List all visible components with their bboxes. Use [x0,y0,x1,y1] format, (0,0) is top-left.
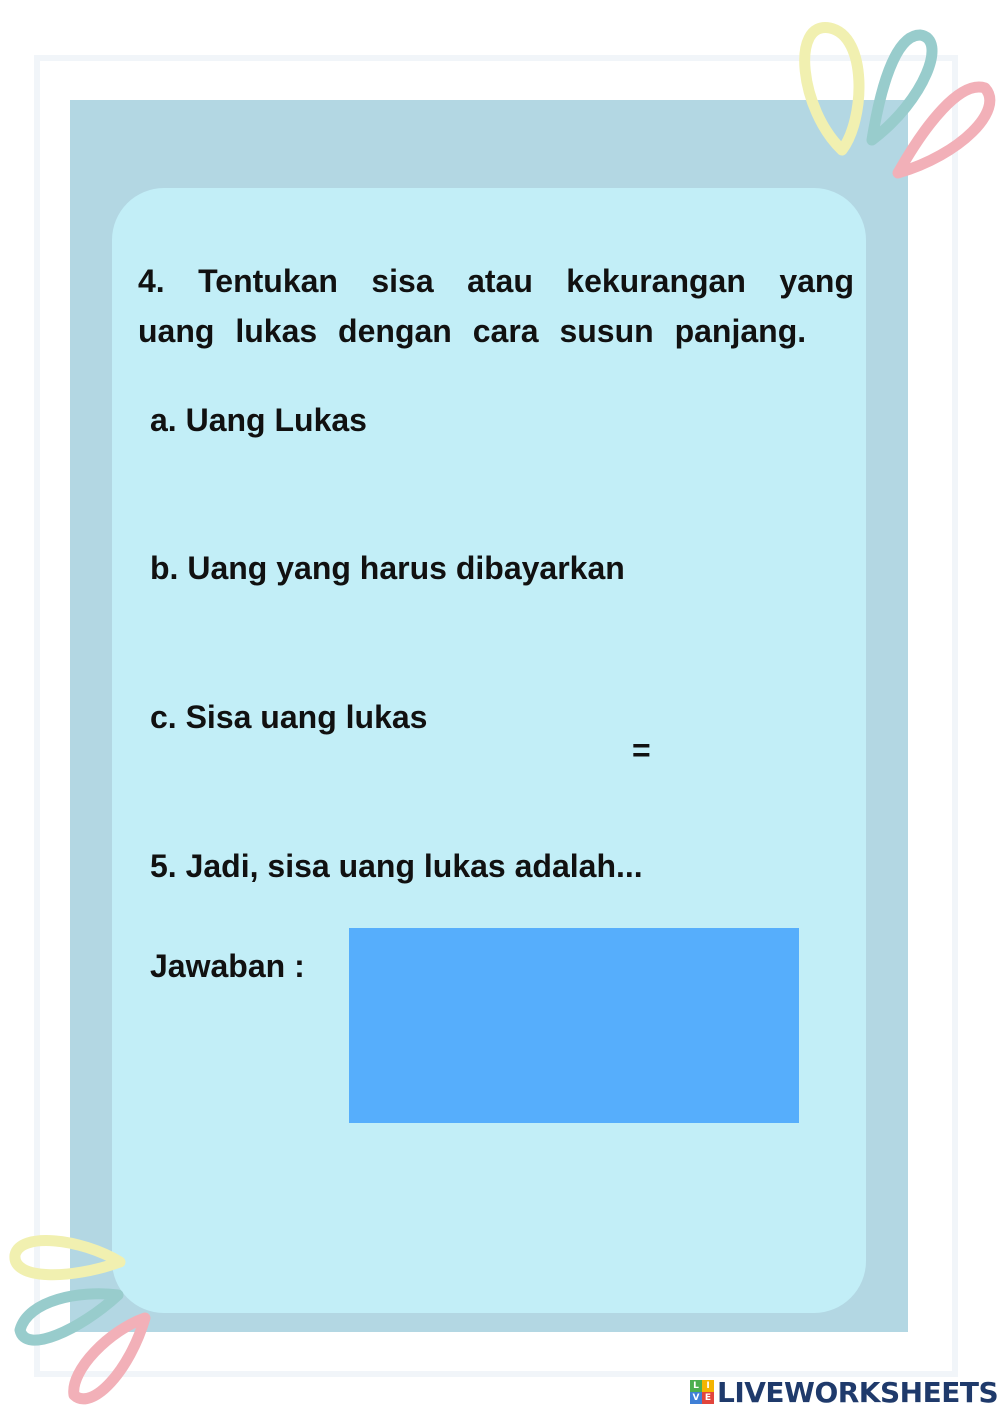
liveworksheets-logo [690,1372,998,1412]
item-a-label: a. Uang Lukas [150,402,367,438]
item-c-label: c. Sisa uang lukas [150,699,428,735]
equals-sign: = [632,732,651,768]
item-b-label: b. Uang yang harus dibayarkan [150,550,625,586]
logo-text: LIVEWORKSHEETS [717,1375,999,1409]
question-4-text: 4. Tentukan sisa atau kekurangan yang uang lukas dengan cara susun panjang. [138,263,854,349]
question-5-text: 5. Jadi, sisa uang lukas adalah... [150,848,643,884]
answer-input[interactable] [349,928,799,1123]
worksheet-card [112,188,866,1313]
answer-label: Jawaban : [150,948,305,984]
logo-mark-icon: L I V E [690,1380,714,1404]
